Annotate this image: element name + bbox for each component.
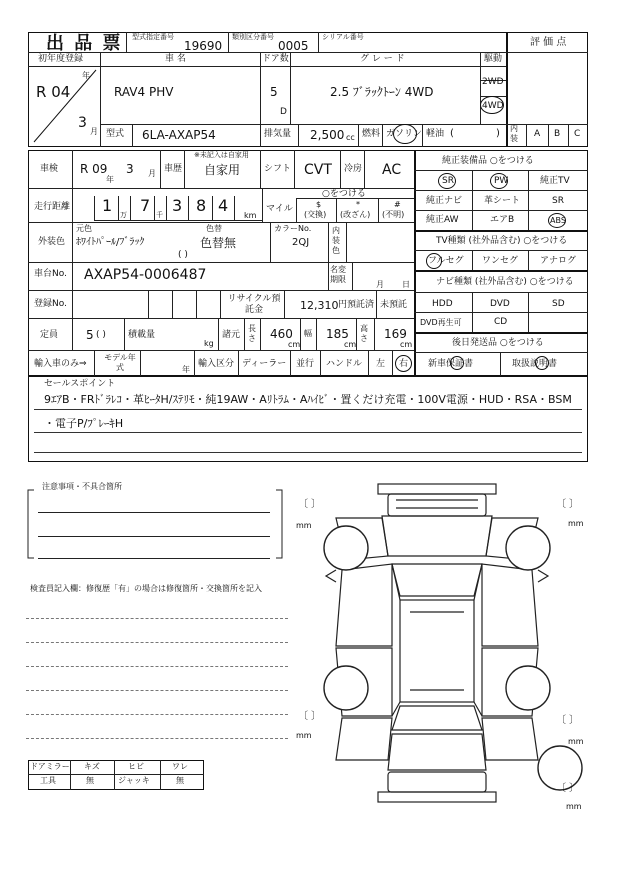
import-label: 輸入車のみ⇒: [34, 359, 87, 369]
capacity-label: 定員: [40, 330, 59, 340]
legend-value-3: ジャッキ: [118, 776, 150, 785]
history-label: 車歴: [164, 164, 183, 174]
interior-label: 内装: [510, 124, 518, 143]
equip-sr-1[interactable]: SR: [442, 176, 454, 186]
equip-tv[interactable]: 純正TV: [540, 176, 570, 186]
drive-selected-circle: [480, 96, 504, 114]
height-unit: cm: [400, 340, 413, 349]
capacity-value: 5: [86, 328, 94, 342]
chassis-value: AXAP54-0006487: [84, 267, 207, 283]
car-diagram: [296, 478, 596, 838]
history-note: ※未記入は自家用: [194, 151, 249, 159]
mileage-sen-unit: 千: [156, 211, 163, 219]
handle-label: ハンドル: [326, 359, 363, 369]
length-value: 460: [270, 327, 293, 341]
tire-bracket-fl: 〔 〕: [298, 499, 322, 510]
import-type-label: 輸入区分: [198, 359, 235, 369]
first-reg-month: 3: [78, 115, 87, 131]
inspector-label: 検査員記入欄：修復歴「有」の場合は修復箇所・交換箇所を記入: [30, 584, 262, 593]
legend-header-3: ヒビ: [128, 762, 144, 771]
tv-full[interactable]: フルセグ: [428, 256, 464, 266]
legend-header-1: ドアミラー: [30, 762, 70, 771]
displacement-value: 2,500: [310, 128, 345, 142]
caution-bracket: [26, 484, 286, 564]
mileage-digit-4: 8: [196, 196, 207, 215]
inspection-label: 車検: [40, 164, 59, 174]
tire-bracket-spare: 〔 〕: [556, 783, 580, 794]
fuel-selected-circle: [393, 124, 417, 144]
mileage-digit-5: 4: [218, 196, 229, 215]
parallel-option[interactable]: 並行: [296, 359, 315, 369]
dealer-option[interactable]: ディーラー: [242, 359, 287, 369]
later-warranty[interactable]: 新車保証書: [428, 359, 474, 369]
model-designation-label: 型式指定番号: [132, 33, 174, 41]
interior-b[interactable]: B: [554, 129, 561, 139]
tire-mm-rr: mm: [568, 737, 584, 746]
orig-color-value: ﾎﾜｲﾄﾊﾟｰﾙ/ﾌﾞﾗｯｸ: [76, 237, 145, 248]
recycle-label: リサイクル預託金: [227, 294, 281, 315]
nav-sd[interactable]: SD: [552, 299, 565, 309]
legend-header-2: キズ: [84, 762, 100, 771]
km-unit: km: [244, 211, 257, 220]
drive-2wd[interactable]: 2WD: [482, 77, 504, 87]
nav-cd[interactable]: CD: [494, 317, 508, 327]
model-year-unit: 年: [182, 365, 190, 374]
fuel-other-close: ): [496, 128, 500, 139]
name-change-month: 月: [376, 280, 384, 289]
genuine-header: 純正装備品 ○をつける: [442, 156, 534, 166]
mile-label: マイル: [266, 204, 293, 214]
mileage-digit-3: 3: [172, 196, 183, 215]
displacement-unit: cc: [346, 133, 355, 142]
later-header: 後日発送品 ○をつける: [452, 338, 544, 348]
first-reg-year-unit: 年: [82, 71, 90, 80]
kg-unit: kg: [204, 339, 214, 348]
interior-color-label: 内装色: [332, 226, 340, 255]
recycle-value: 12,310: [300, 299, 339, 312]
recycle-unpaid[interactable]: 未預託: [380, 300, 408, 310]
interior-c[interactable]: C: [574, 129, 581, 139]
model-value: 6LA-AXAP54: [142, 128, 216, 142]
equip-aw[interactable]: 純正AW: [426, 215, 459, 225]
caution-label: 注意事項・不具合箇所: [42, 482, 122, 491]
fuel-other-open: (: [450, 128, 454, 139]
later-manual[interactable]: 取扱説明書: [512, 359, 558, 369]
tire-mm-spare: mm: [566, 802, 582, 811]
fuel-gasoline[interactable]: ガソリン: [386, 129, 423, 139]
color-no-label: カラーNo.: [274, 224, 312, 233]
shift-label: シフト: [264, 164, 292, 174]
width-label: 幅: [304, 329, 312, 338]
mileage-man-unit: 万: [120, 211, 127, 219]
name-change-day: 日: [402, 280, 410, 289]
car-name-label: 車 名: [165, 54, 186, 64]
grade-value: 2.5 ﾌﾞﾗｯｸﾄｰﾝ 4WD: [330, 85, 434, 99]
color-label: 外装色: [38, 237, 66, 247]
load-label: 積載量: [128, 330, 156, 340]
handle-left[interactable]: 左: [376, 359, 386, 369]
dims-label: 諸元: [222, 330, 241, 340]
chassis-label: 車台No.: [34, 269, 67, 279]
width-unit: cm: [344, 340, 357, 349]
category-value: 0005: [278, 39, 309, 53]
tv-header: TV種類 (社外品含む) ○をつける: [436, 236, 568, 246]
meter-star-sub: (改ざん): [340, 210, 371, 219]
form-title: 出 品 票: [46, 33, 123, 54]
category-label: 類別区分番号: [232, 33, 274, 41]
ac-label: 冷房: [344, 164, 363, 174]
repaint-label: 色替: [206, 224, 222, 233]
nav-dvd[interactable]: DVD: [490, 299, 510, 309]
tv-analog[interactable]: アナログ: [540, 256, 577, 266]
ac-value: AC: [382, 162, 402, 178]
tire-bracket-fr: 〔 〕: [556, 499, 580, 510]
repaint-value: 色替無: [200, 236, 237, 250]
equip-airbag[interactable]: エアB: [490, 215, 515, 225]
height-label: 高さ: [360, 324, 368, 343]
color-no-value: 2QJ: [292, 237, 310, 248]
tire-mm-rl: mm: [296, 731, 312, 740]
sales-label: セールスポイント: [44, 379, 116, 389]
recycle-status[interactable]: 円預託済: [338, 300, 375, 310]
equip-leather[interactable]: 革シート: [484, 196, 521, 206]
equip-abs[interactable]: ABS: [550, 216, 566, 225]
fuel-diesel[interactable]: 軽油: [426, 129, 445, 139]
equip-sr-2[interactable]: SR: [552, 196, 564, 206]
door-type: D: [280, 107, 287, 117]
fuel-label: 燃料: [362, 129, 381, 139]
drive-label: 駆動: [484, 54, 503, 64]
orig-color-label: 元色: [76, 224, 92, 233]
legend-value-1: 工具: [40, 776, 56, 785]
first-reg-era: R 04: [36, 83, 71, 101]
meter-hash-sub: (不明): [382, 210, 405, 219]
equip-nav[interactable]: 純正ナビ: [426, 196, 463, 206]
handle-right[interactable]: 右: [399, 359, 409, 369]
reg-no-label: 登録No.: [34, 299, 67, 309]
length-unit: cm: [288, 340, 301, 349]
meter-dollar-sub: (交換): [304, 210, 327, 219]
inspection-month-unit: 月: [148, 169, 156, 178]
meter-star[interactable]: *: [356, 200, 360, 209]
nav-hdd[interactable]: HDD: [432, 299, 453, 309]
displacement-label: 排気量: [264, 129, 292, 139]
name-change-label: 名変期限: [330, 265, 346, 284]
mileage-digit-1: 1: [102, 196, 113, 215]
tire-bracket-rr: 〔 〕: [556, 715, 580, 726]
shift-value: CVT: [304, 162, 332, 178]
width-value: 185: [326, 327, 349, 341]
interior-a[interactable]: A: [534, 129, 541, 139]
inspection-month: 3: [126, 162, 134, 176]
model-designation-value: 19690: [184, 39, 223, 53]
legend-header-4: ワレ: [172, 762, 188, 771]
first-reg-label: 初年度登録: [38, 54, 84, 64]
tire-mm-fr: mm: [568, 519, 584, 528]
height-value: 169: [384, 327, 407, 341]
mileage-digit-2: 7: [140, 196, 151, 215]
legend-value-2: 無: [86, 776, 94, 785]
length-label: 長さ: [248, 324, 256, 343]
meter-dollar[interactable]: $: [316, 200, 322, 209]
tv-one[interactable]: ワンセグ: [482, 256, 519, 266]
doors-value: 5: [270, 85, 278, 99]
legend-value-4: 無: [176, 776, 184, 785]
model-label: 型式: [106, 129, 125, 139]
equip-pw[interactable]: PW: [494, 176, 509, 186]
serial-label: シリアル番号: [322, 33, 364, 41]
repaint-paren: ( ): [178, 250, 188, 260]
nav-dvd-play[interactable]: DVD再生可: [420, 318, 462, 327]
capacity-paren: ( ): [96, 330, 106, 340]
tire-mm-fl: mm: [296, 521, 312, 530]
history-value: 自家用: [204, 163, 241, 177]
tire-bracket-rl: 〔 〕: [298, 711, 322, 722]
grade-label: グ レ ー ド: [360, 54, 405, 64]
sales-line-2: ・電子P/ﾌﾟﾚｰｷH: [44, 417, 124, 430]
handle-selected-circle: [395, 355, 412, 372]
sales-line-1: 9ｴｱB・FRﾄﾞﾗﾚｺ・革ﾋｰﾀH/ｽﾃﾘﾓ・純19AW・Aﾘﾄﾗﾑ・Aﾊｲﾋﾞ・置くだけ充電・100V電源・HUD・RSA・BSM: [44, 393, 572, 406]
doors-label: ドア数: [262, 54, 289, 64]
mileage-label: 走行距離: [34, 202, 71, 212]
first-reg-month-unit: 月: [90, 127, 98, 136]
model-year-label: モデル年式: [104, 353, 136, 372]
car-name-value: RAV4 PHV: [114, 85, 174, 99]
inspection-year-unit: 年: [106, 175, 114, 184]
drive-4wd[interactable]: 4WD: [482, 101, 504, 111]
nav-header: ナビ種類 (社外品含む) ○をつける: [436, 277, 574, 287]
meter-attach-label: ○をつける: [322, 189, 366, 199]
meter-hash[interactable]: #: [394, 200, 401, 209]
rating-label: 評 価 点: [530, 37, 567, 48]
inspection-era: R 09: [80, 162, 108, 176]
